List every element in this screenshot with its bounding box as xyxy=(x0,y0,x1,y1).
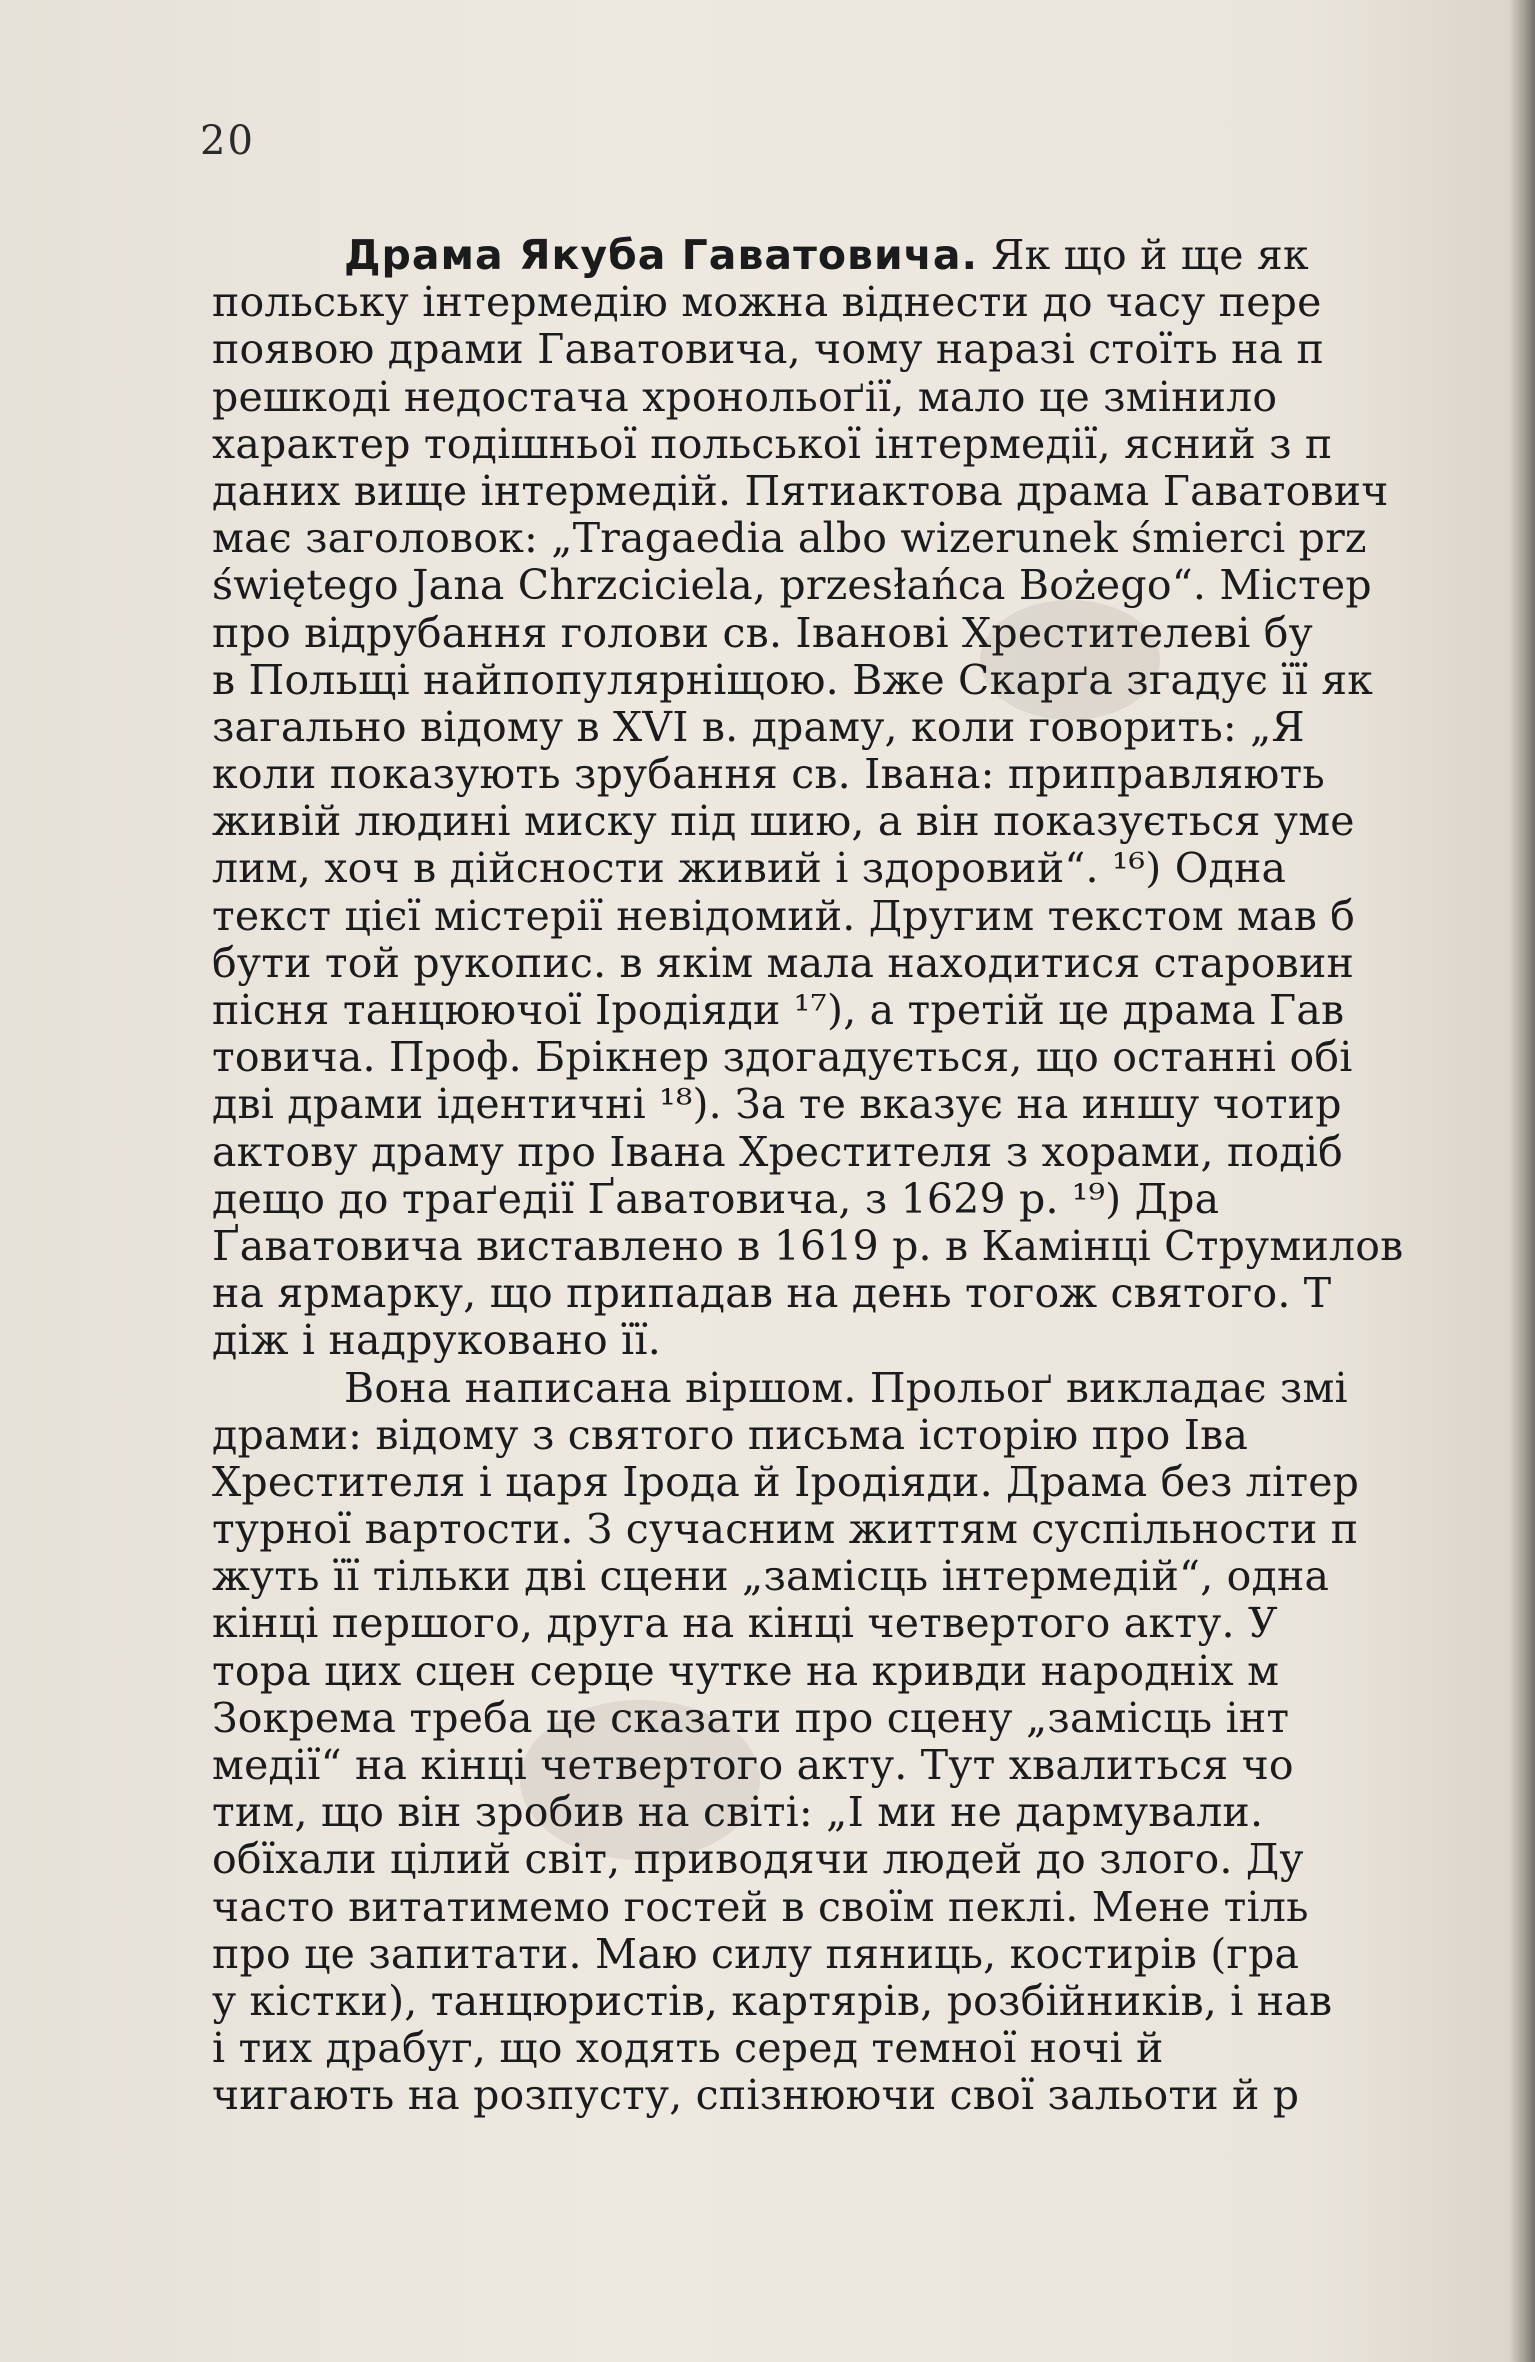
text-line: турної вартости. З сучасним життям суспільности п xyxy=(212,1506,1359,1554)
text-line: про відрубання голови св. Іванові Хрестителеві бу xyxy=(212,609,1313,657)
body-text xyxy=(212,232,1512,2120)
text-line: польську інтермедію можна віднести до часу пере xyxy=(212,279,1322,327)
text-line: коли показують зрубання св. Івана: приправляють xyxy=(212,751,1325,799)
text-line: в Польщі найпопулярніщою. Вже Скарґа згадує її як xyxy=(212,656,1374,704)
text-line: пісня танцюючої Іродіяди ¹⁷), а третій це драма Гав xyxy=(212,987,1345,1034)
text-line: має заголовок: „Tragaedia albo wizerunek śmierci prz xyxy=(212,515,1367,563)
text-line: Зокрема треба це сказати про сцену „замісць інт xyxy=(212,1694,1290,1742)
text-line: даних вище інтермедій. Пятиактова драма Гаватович xyxy=(212,467,1389,515)
page-edge-shadow xyxy=(1509,0,1535,2362)
text-line: загально відому в XVI в. драму, коли говорить: „Я xyxy=(212,703,1305,751)
text-line: драми: відому з святого письма історію про Іва xyxy=(212,1411,1249,1459)
text-line: на ярмарку, що припадав на день тогож святого. Т xyxy=(212,1270,1332,1318)
section-heading: Драма Якуба Гаватовича. xyxy=(344,232,979,279)
text-line: характер тодішньої польської інтермедії, ясний з п xyxy=(212,420,1333,468)
text-line: текст цієї містерії невідомий. Другим текстом мав б xyxy=(212,892,1356,940)
text-line: кінці першого, друга на кінці четвертого акту. У xyxy=(212,1600,1278,1648)
text-line: Хрестителя і царя Ірода й Іродіяди. Драма без літер xyxy=(212,1458,1360,1506)
text-line: świętego Jana Chrzciciela, przesłańca Bożego“. Містер xyxy=(212,562,1372,610)
text-line: часто витатимемо гостей в своїм пеклі. Мене тіль xyxy=(212,1883,1309,1931)
text-line: Ґаватовича виставлено в 1619 р. в Камінці Струмилов xyxy=(212,1222,1404,1270)
text-line: медії“ на кінці четвертого акту. Тут хвалиться чо xyxy=(212,1742,1294,1789)
text-line: Вона написана віршом. Прольоґ викладає змі xyxy=(344,1364,1348,1412)
text-line: появою драми Гаватовича, чому наразі стоїть на п xyxy=(212,326,1325,374)
text-line: живій людині миску під шию, а він показується уме xyxy=(212,798,1355,846)
text-line: актову драму про Івана Хрестителя з хорами, подіб xyxy=(212,1128,1344,1176)
text-line: лим, хоч в дійсности живий і здоровий“. ¹⁶) Одна xyxy=(212,845,1287,893)
text-line: дві драми ідентичні ¹⁸). За те вказує на иншу чотир xyxy=(212,1081,1342,1129)
text-line: у кістки), танцюристів, картярів, розбійників, і нав xyxy=(212,1977,1333,2025)
text-line: Як що й ще як xyxy=(991,232,1309,279)
page-number: 20 xyxy=(200,118,255,164)
text-line: тим, що він зробив на світі: „І ми не дармували. xyxy=(212,1789,1264,1837)
text-line: дещо до траґедії Ґаватовича, з 1629 р. ¹⁹) Дра xyxy=(212,1175,1220,1223)
text-line: бути той рукопис. в якім мала находитися старовин xyxy=(212,939,1355,987)
text-line: і тих драбуг, що ходять серед темної ночі й xyxy=(212,2025,1164,2073)
text-line: жуть її тільки дві сцени „замісць інтермедій“, одна xyxy=(212,1553,1330,1601)
text-line: про це запитати. Маю силу пяниць, костирів (гра xyxy=(212,1930,1300,1978)
text-line: діж і надруковано її. xyxy=(212,1317,661,1365)
text-line: чигають на розпусту, спізнюючи свої зальоти й р xyxy=(212,2072,1300,2120)
paragraph-first-line xyxy=(212,232,1512,279)
text-line: решкоді недостача хронольоґії, мало це змінило xyxy=(212,373,1278,421)
text-line: тора цих сцен серце чутке на кривди народніх м xyxy=(212,1647,1280,1695)
text-line: товича. Проф. Брікнер здогадується, що останні обі xyxy=(212,1034,1353,1082)
text-line: обїхали цілий світ, приводячи людей до злого. Ду xyxy=(212,1836,1304,1884)
